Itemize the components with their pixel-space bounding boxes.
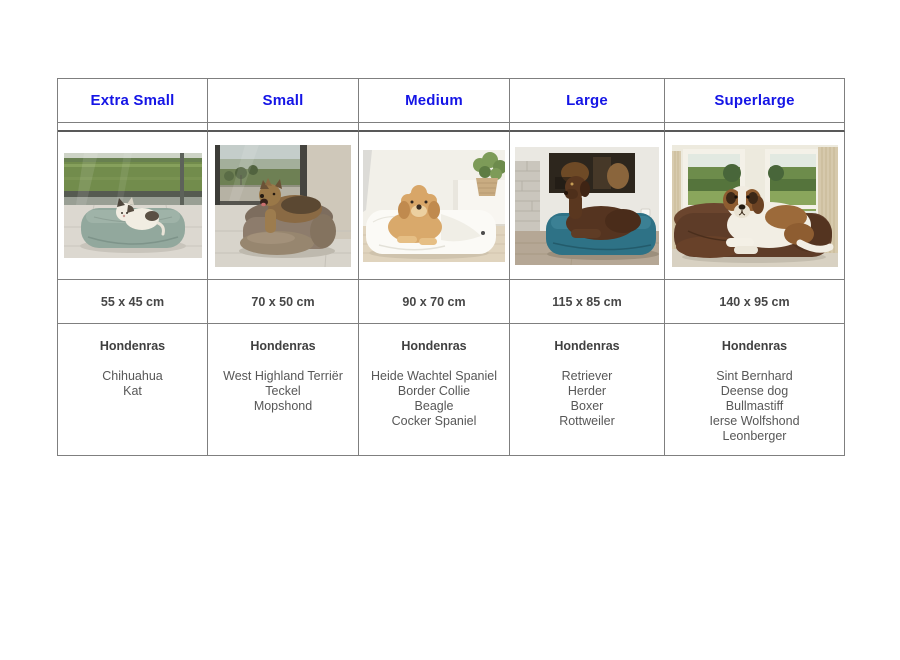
breed-item: Deense dog <box>720 384 789 398</box>
photo-large <box>515 147 659 265</box>
breeds-title: Hondenras <box>250 339 316 353</box>
photo-cell-medium <box>359 132 510 280</box>
breed-item: Kat <box>123 384 142 398</box>
column-header-small: Small <box>208 79 359 123</box>
breeds-list <box>359 369 509 429</box>
breeds-cell-medium <box>359 324 510 456</box>
photo-cell-large <box>510 132 665 280</box>
header-divider <box>359 123 510 132</box>
column-header-medium: Medium <box>359 79 510 123</box>
breed-item: Chihuahua <box>102 369 163 383</box>
breeds-cell-superlarge <box>665 324 845 456</box>
column-header-large: Large <box>510 79 665 123</box>
breeds-title: Hondenras <box>721 339 788 353</box>
photo-small <box>215 145 351 267</box>
breeds-list <box>510 369 664 429</box>
breed-item: Bullmastiff <box>725 399 784 413</box>
column-header-extra-small: Extra Small <box>58 79 208 123</box>
photo-cell-superlarge <box>665 132 845 280</box>
header-divider <box>665 123 845 132</box>
size-cell-medium: 90 x 70 cm <box>359 280 510 324</box>
breed-item: Cocker Spaniel <box>391 414 477 428</box>
breed-item: Mopshond <box>253 399 313 413</box>
breed-item: Ierse Wolfshond <box>709 414 800 428</box>
breeds-title: Hondenras <box>99 339 166 353</box>
photo-superlarge <box>672 145 838 267</box>
photo-cell-small <box>208 132 359 280</box>
size-cell-extra-small: 55 x 45 cm <box>58 280 208 324</box>
dog-bed-size-table <box>57 78 845 456</box>
photo-extra-small <box>64 153 202 258</box>
breeds-title: Hondenras <box>554 339 620 353</box>
breed-item: Heide Wachtel Spaniel <box>371 369 497 383</box>
header-divider <box>208 123 359 132</box>
size-cell-small: 70 x 50 cm <box>208 280 359 324</box>
header-divider <box>510 123 665 132</box>
breed-item: Herder <box>567 384 607 398</box>
breed-item: Beagle <box>414 399 454 413</box>
size-cell-superlarge: 140 x 95 cm <box>665 280 845 324</box>
header-divider <box>58 123 208 132</box>
breed-item: Rottweiler <box>559 414 615 428</box>
breed-item: West Highland Terriër <box>223 369 343 383</box>
breeds-title: Hondenras <box>401 339 467 353</box>
breed-item: Border Collie <box>397 384 471 398</box>
breeds-list <box>665 369 844 444</box>
breed-item: Sint Bernhard <box>716 369 793 383</box>
breed-item: Teckel <box>265 384 301 398</box>
breed-item: Boxer <box>570 399 604 413</box>
breeds-cell-small <box>208 324 359 456</box>
breeds-list <box>58 369 207 399</box>
photo-medium <box>363 150 505 262</box>
size-cell-large: 115 x 85 cm <box>510 280 665 324</box>
breed-item: Retriever <box>561 369 613 383</box>
breeds-cell-extra-small <box>58 324 208 456</box>
photo-cell-extra-small <box>58 132 208 280</box>
breed-item: Leonberger <box>722 429 787 443</box>
breeds-cell-large <box>510 324 665 456</box>
column-header-superlarge: Superlarge <box>665 79 845 123</box>
breeds-list <box>208 369 358 414</box>
